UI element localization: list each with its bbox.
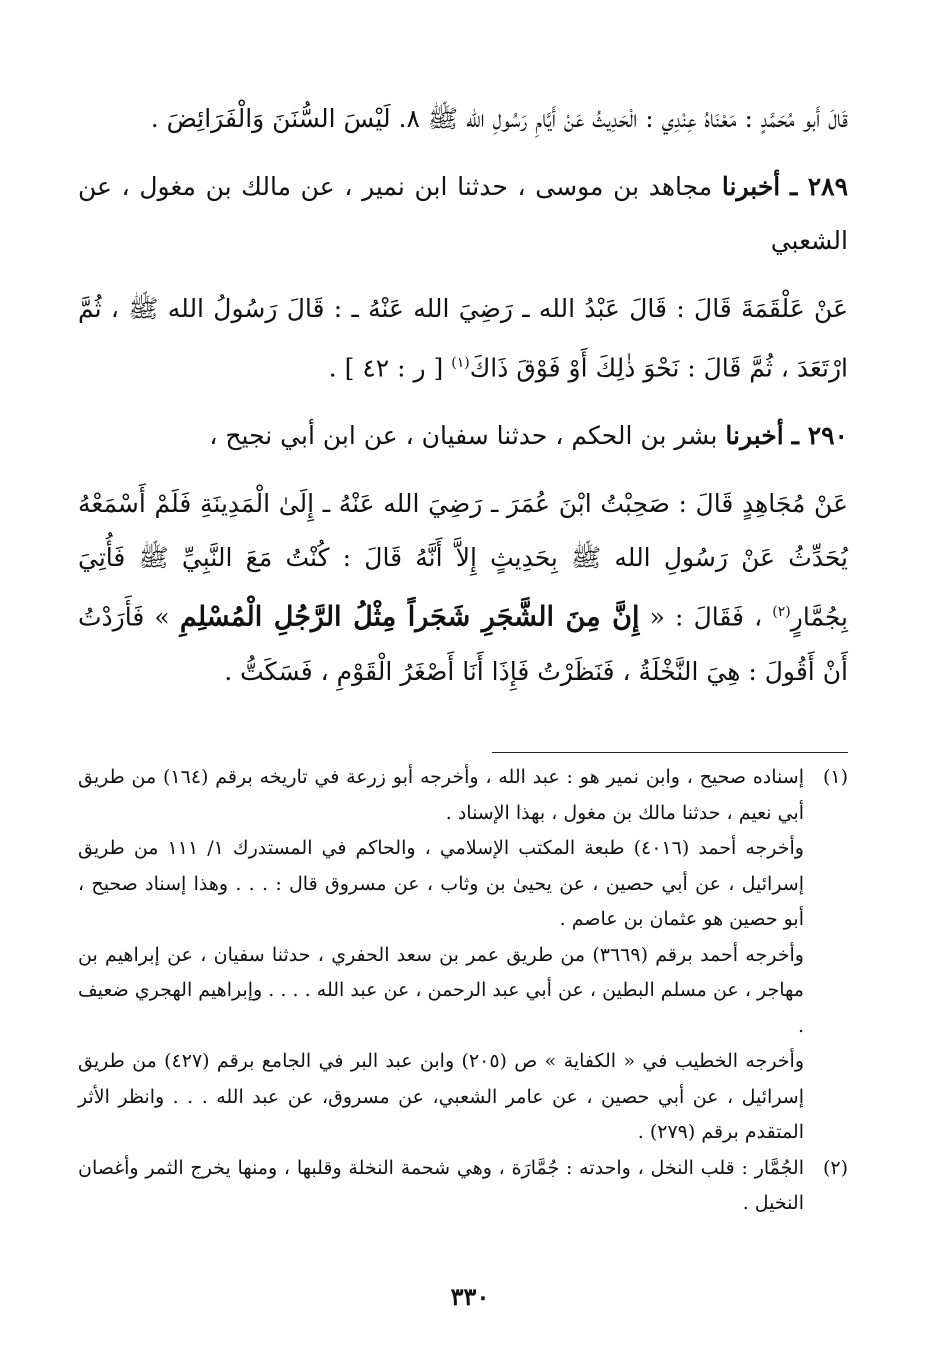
footnote-paragraph: وأخرجه أحمد (٤٠١٦) طبعة المكتب الإسلامي ، والحاكم في المستدرك ١/ ١١١ من طريق إسرائيل ، عن أبي حصين ، عن يحيىٰ بن وثاب ، عن مسروق قال : . . . وهذا إسناد صحيح ، أبو حصين هو عثمان بن عاصم . [78,837,804,930]
footnote-paragraph: وأخرجه أحمد برقم (٣٦٦٩) من طريق عمر بن سعد الحفري ، حدثنا سفيان ، عن إبراهيم بن مهاجر ، عن مسلم البطين ، عن أبي عبد الرحمن ، عن عبد الله . . . . وإبراهيم الهجري ضعيف . [78,943,804,1037]
footnote-label: (٢) [822,1156,848,1179]
hadith-number: ٢٩٠ ـ [791,421,848,451]
matn-text: ، فَقَالَ : « [649,602,763,632]
hadith-289-matn [78,282,848,395]
isnad-text: مجاهد بن موسى ، حدثنا ابن نمير ، عن مالك بن مغول ، عن الشعبي [78,172,848,255]
hadith-290-isnad [78,409,848,463]
footnote-body [78,760,804,1151]
matn-text: عَنْ مُجَاهِدٍ قَالَ : صَحِبْتُ ابْنَ عُمَرَ ـ رَضِيَ الله عَنْهُ ـ إِلَىٰ الْمَدِينَةِ فَلَمْ أَسْمَعْهُ يُحَدِّثُ عَنْ رَسُولِ الله ﷺ بِحَدِيثٍ إِلاَّ أَنَّهُ قَالَ : كُنْتُ مَعَ النَّبِيِّ ﷺ فَأُتِيَ بِجُمَّارٍ [78,489,848,632]
hadith-lead-word: أخبرنا [721,172,781,201]
isnad-text: بشر بن الحكم ، حدثنا سفيان ، عن ابن أبي نجيح ، [209,421,718,451]
prophetic-quote: إِنَّ مِنَ الشَّجَرِ شَجَراً مِثْلُ الرَّجُلِ الْمُسْلِمِ [179,601,640,633]
footnote-paragraph: الجُمَّار : قلب النخل ، واحدته : جُمَّارَة ، وهي شحمة النخلة وقلبها ، ومنها يخرج الثمر وأغصان النخيل . [78,1156,804,1214]
cross-reference: [ ر : ٤٢ ] . [328,353,444,383]
hadith-289-isnad [78,160,848,268]
footnote-ref-1[interactable]: (١) [451,355,470,371]
hadith-number: ٢٨٩ ـ [789,172,849,201]
commentary-paragraph: قَالَ أَبو مُحَمَّدٍ : مَعْنَاهُ عِنْدِي : الْحَدِيثُ عَنْ أَيَّامِ رَسُولِ الله ﷺ ٨. لَيْسَ السُّنَنَ وَالْفَرَائِضَ . [150,104,848,133]
matn-text: » فَأَرَدْتُ أَنْ أَقُولَ : هِيَ النَّخْلَةُ ، فَنَظَرْتُ فَإِذَا أَنَا أَصْغَرُ الْقَوْمِ ، فَسَكَتُّ . [78,602,848,686]
footnote-2 [78,1151,848,1222]
footnote-label: (١) [822,766,848,788]
footnote-ref-2[interactable]: (٢) [772,604,791,621]
footnote-divider [492,752,848,753]
hadith-290-matn [78,477,848,698]
footnote-body [78,1151,804,1222]
page-number: ٣٣٠ [450,1282,490,1311]
footnote-paragraph: وأخرجه الخطيب في « الكفاية » ص (٢٠٥) وابن عبد البر في الجامع برقم (٤٢٧) من طريق إسرائيل ، عن أبي حصين ، عن عامر الشعبي، عن مسروق، عن عبد الله . . . وانظر الأثر المتقدم برقم (٢٧٩) . [78,1050,805,1143]
matn-text: عَنْ عَلْقَمَةَ قَالَ : قَالَ عَبْدُ الله ـ رَضِيَ الله عَنْهُ ـ : قَالَ رَسُولُ الله ﷺ ، ثُمَّ ارْتَعَدَ ، ثُمَّ قَالَ : نَحْوَ ذٰلِكَ أَوْ فَوْقَ ذَاكَ [78,294,848,383]
footnote-paragraph: إسناده صحيح ، وابن نمير هو : عبد الله ، وأخرجه أبو زرعة في تاريخه برقم (١٦٤) من طريق أبي نعيم ، حدثنا مالك بن مغول ، بهذا الإسناد . [78,766,804,824]
footnote-1 [78,760,848,1151]
hadith-lead-word: أخبرنا [725,421,784,451]
footnotes [78,760,848,1222]
